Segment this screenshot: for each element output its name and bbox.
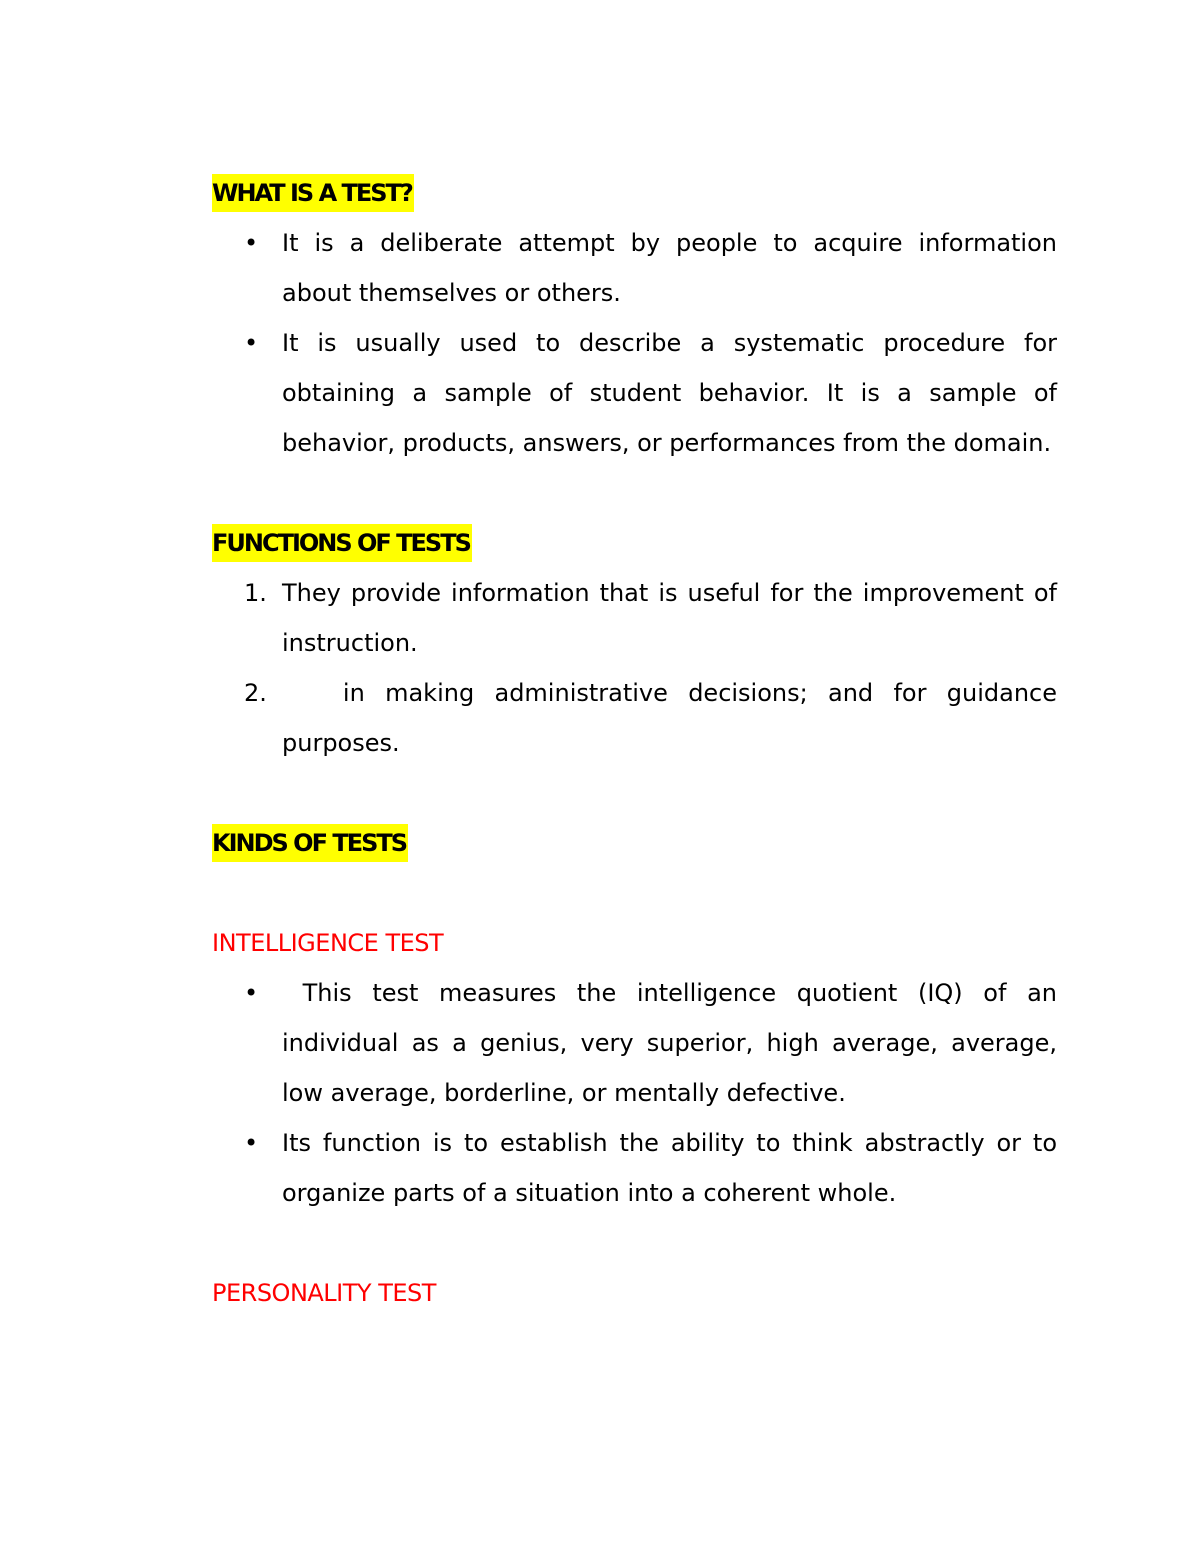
section-spacer: [212, 768, 1057, 818]
section-spacer: [212, 868, 1057, 918]
section-heading-kinds-of-tests: KINDS OF TESTS: [212, 824, 408, 862]
functions-numbered-list: [212, 568, 1057, 768]
section-functions-heading-row: [212, 518, 1057, 568]
list-item-text: It is a deliberate attempt by people to acquire information about themselves or others.: [282, 229, 1057, 307]
section-what-heading-row: [212, 168, 1057, 218]
section-spacer: [212, 468, 1057, 518]
list-item-text: Its function is to establish the ability to think abstractly or to organize parts of a situation into a coherent whole.: [282, 1129, 1057, 1207]
list-item: [212, 1118, 1057, 1218]
list-item: [212, 668, 1057, 768]
section-kinds-heading-row: [212, 818, 1057, 868]
list-number: 2.: [244, 679, 267, 707]
section-heading-functions-of-tests: FUNCTIONS OF TESTS: [212, 524, 472, 562]
list-number: 1.: [244, 579, 267, 607]
what-bullet-list: [212, 218, 1057, 468]
subheading-intelligence-test: INTELLIGENCE TEST: [212, 929, 444, 957]
bullet-icon: •: [244, 229, 259, 257]
bullet-icon: •: [244, 329, 259, 357]
bullet-icon: •: [244, 1129, 259, 1157]
list-item-text: in making administrative decisions; and for guidance purposes.: [282, 679, 1057, 757]
section-spacer: [212, 1218, 1057, 1268]
list-item-text: They provide information that is useful for the improvement of instruction.: [282, 579, 1057, 657]
list-item: [212, 568, 1057, 668]
list-item-text: It is usually used to describe a systematic procedure for obtaining a sample of student behavior. It is a sample of behavior, products, answers, or performances from the domain.: [282, 329, 1057, 457]
list-item-text: This test measures the intelligence quotient (IQ) of an individual as a genius, very superior, high average, average, low average, borderline, or mentally defective.: [282, 979, 1057, 1107]
intelligence-bullet-list: [212, 968, 1057, 1218]
list-item: [212, 968, 1057, 1118]
list-item: [212, 318, 1057, 468]
document-content: [212, 168, 1057, 1318]
bullet-icon: •: [244, 979, 259, 1007]
section-heading-what-is-a-test: WHAT IS A TEST?: [212, 174, 414, 212]
subheading-personality-test: PERSONALITY TEST: [212, 1279, 436, 1307]
list-item: [212, 218, 1057, 318]
